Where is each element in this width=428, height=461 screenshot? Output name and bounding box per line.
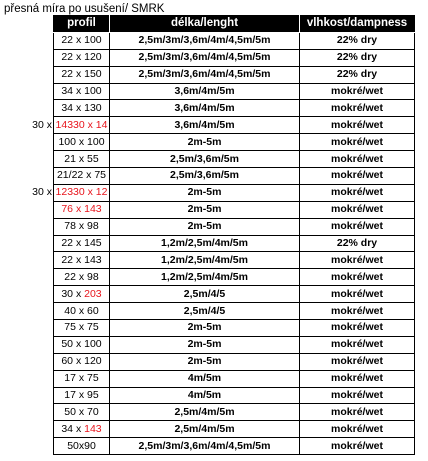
cell-profil: 22 x 143 [54, 252, 110, 269]
cell-delka: 4m/5m [110, 387, 300, 404]
clipped-red-value: 12330 x 12 [55, 186, 108, 199]
table-row [54, 201, 415, 218]
table-row [54, 66, 415, 83]
prefix-number: 30 [32, 186, 44, 199]
cell-vlhkost: mokré/wet [300, 151, 415, 168]
table-row [54, 353, 415, 370]
table-row [54, 370, 415, 387]
cell-vlhkost: mokré/wet [300, 134, 415, 151]
cell-delka: 2,5m/3m/3,6m/4m/4,5m/5m [110, 438, 300, 455]
table-row [54, 184, 415, 201]
prefix-separator: x [43, 186, 52, 199]
cell-delka: 2,5m/4m/5m [110, 421, 300, 438]
table-row [54, 83, 415, 100]
cell-profil: 78 x 98 [54, 218, 110, 235]
cell-profil [54, 201, 110, 218]
cell-vlhkost: mokré/wet [300, 404, 415, 421]
cell-delka: 2,5m/4m/5m [110, 404, 300, 421]
cell-delka: 2,5m/3,6m/5m [110, 168, 300, 185]
cell-vlhkost: mokré/wet [300, 100, 415, 117]
cell-vlhkost: mokré/wet [300, 353, 415, 370]
cell-profil: 50 x 100 [54, 336, 110, 353]
cell-vlhkost: mokré/wet [300, 117, 415, 134]
cell-delka: 2,5m/4/5 [110, 286, 300, 303]
table-row [54, 336, 415, 353]
cell-profil [54, 421, 110, 438]
cell-vlhkost: mokré/wet [300, 336, 415, 353]
cell-vlhkost: 22% dry [300, 32, 415, 49]
cell-delka: 1,2m/2,5m/4m/5m [110, 235, 300, 252]
cell-profil: 34 x 130 [54, 100, 110, 117]
overflow-prefix [32, 118, 54, 133]
table-row [54, 168, 415, 185]
cell-delka: 3,6m/4m/5m [110, 117, 300, 134]
cell-profil: 22 x 120 [54, 49, 110, 66]
cell-profil: 22 x 98 [54, 269, 110, 286]
cell-profil: 75 x 75 [54, 320, 110, 337]
cell-profil: 17 x 75 [54, 370, 110, 387]
table-row [54, 286, 415, 303]
cell-vlhkost: mokré/wet [300, 370, 415, 387]
cell-vlhkost: mokré/wet [300, 218, 415, 235]
table-row [54, 32, 415, 49]
cell-profil: 17 x 95 [54, 387, 110, 404]
overflow-prefix [32, 185, 54, 200]
cell-vlhkost: mokré/wet [300, 438, 415, 455]
cell-delka: 1,2m/2,5m/4m/5m [110, 252, 300, 269]
cell-profil [54, 286, 110, 303]
profil-red: 203 [84, 287, 102, 300]
cell-delka: 2,5m/3,6m/5m [110, 151, 300, 168]
cell-vlhkost: mokré/wet [300, 303, 415, 320]
sheet-caption: přesná míra po usušení/ SMRK [4, 3, 165, 15]
table-row [54, 269, 415, 286]
cell-delka: 3,6m/4m/5m [110, 100, 300, 117]
table-row [54, 320, 415, 337]
cell-vlhkost: mokré/wet [300, 387, 415, 404]
cell-delka: 2m-5m [110, 134, 300, 151]
table-row [54, 117, 415, 134]
table-row [54, 134, 415, 151]
cell-vlhkost: 22% dry [300, 235, 415, 252]
column-header-vlhkost: vlhkost/dampness [300, 16, 415, 33]
profile-table [32, 15, 415, 455]
table-row [54, 387, 415, 404]
cell-delka: 2m-5m [110, 320, 300, 337]
cell-delka: 2,5m/3m/3,6m/4m/4,5m/5m [110, 49, 300, 66]
cell-delka: 2,5m/4/5 [110, 303, 300, 320]
cell-vlhkost: mokré/wet [300, 168, 415, 185]
cell-vlhkost: mokré/wet [300, 286, 415, 303]
cell-vlhkost: mokré/wet [300, 184, 415, 201]
table-row [54, 438, 415, 455]
cell-delka: 2m-5m [110, 218, 300, 235]
cell-vlhkost: mokré/wet [300, 83, 415, 100]
cell-vlhkost: mokré/wet [300, 269, 415, 286]
table-row [54, 303, 415, 320]
cell-delka: 2m-5m [110, 201, 300, 218]
profil-black: 30 x [61, 287, 85, 300]
cell-delka: 2m-5m [110, 184, 300, 201]
cell-profil: 22 x 145 [54, 235, 110, 252]
table-row [54, 235, 415, 252]
table-header-row [54, 16, 415, 33]
cell-vlhkost: mokré/wet [300, 421, 415, 438]
cell-delka: 2,5m/3m/3,6m/4m/4,5m/5m [110, 66, 300, 83]
cell-vlhkost: 22% dry [300, 49, 415, 66]
table-row [54, 218, 415, 235]
cell-profil: 60 x 120 [54, 353, 110, 370]
cell-delka: 2m-5m [110, 353, 300, 370]
cell-delka: 3,6m/4m/5m [110, 83, 300, 100]
cell-profil [32, 184, 110, 201]
profil-black: 34 x [61, 422, 85, 435]
cell-profil: 22 x 100 [54, 32, 110, 49]
cell-profil: 22 x 150 [54, 66, 110, 83]
table-row [54, 151, 415, 168]
table-row [54, 100, 415, 117]
cell-profil: 21 x 55 [54, 151, 110, 168]
cell-profil: 21/22 x 75 [54, 168, 110, 185]
cell-profil: 50x90 [54, 438, 110, 455]
cell-delka: 1,2m/2,5m/4m/5m [110, 269, 300, 286]
cell-delka: 2m-5m [110, 336, 300, 353]
cell-profil: 40 x 60 [54, 303, 110, 320]
cell-delka: 2,5m/3m/3,6m/4m/4,5m/5m [110, 32, 300, 49]
table-row [54, 404, 415, 421]
cell-vlhkost: mokré/wet [300, 201, 415, 218]
cell-profil: 34 x 100 [54, 83, 110, 100]
cell-profil [32, 117, 110, 134]
profil-red: 143 [84, 422, 102, 435]
cell-vlhkost: mokré/wet [300, 252, 415, 269]
table-row [54, 252, 415, 269]
profil-red: 76 x 143 [61, 203, 102, 216]
cell-delka: 4m/5m [110, 370, 300, 387]
table-row [54, 49, 415, 66]
cell-profil: 50 x 70 [54, 404, 110, 421]
cell-vlhkost: mokré/wet [300, 320, 415, 337]
column-header-profil: profil [54, 16, 110, 33]
table-row [54, 421, 415, 438]
clipped-red-value: 14330 x 14 [55, 118, 108, 131]
prefix-separator: x [43, 118, 52, 131]
prefix-number: 30 [32, 118, 44, 131]
column-header-delka: délka/lenght [110, 16, 300, 33]
cell-vlhkost: 22% dry [300, 66, 415, 83]
cell-profil: 100 x 100 [54, 134, 110, 151]
